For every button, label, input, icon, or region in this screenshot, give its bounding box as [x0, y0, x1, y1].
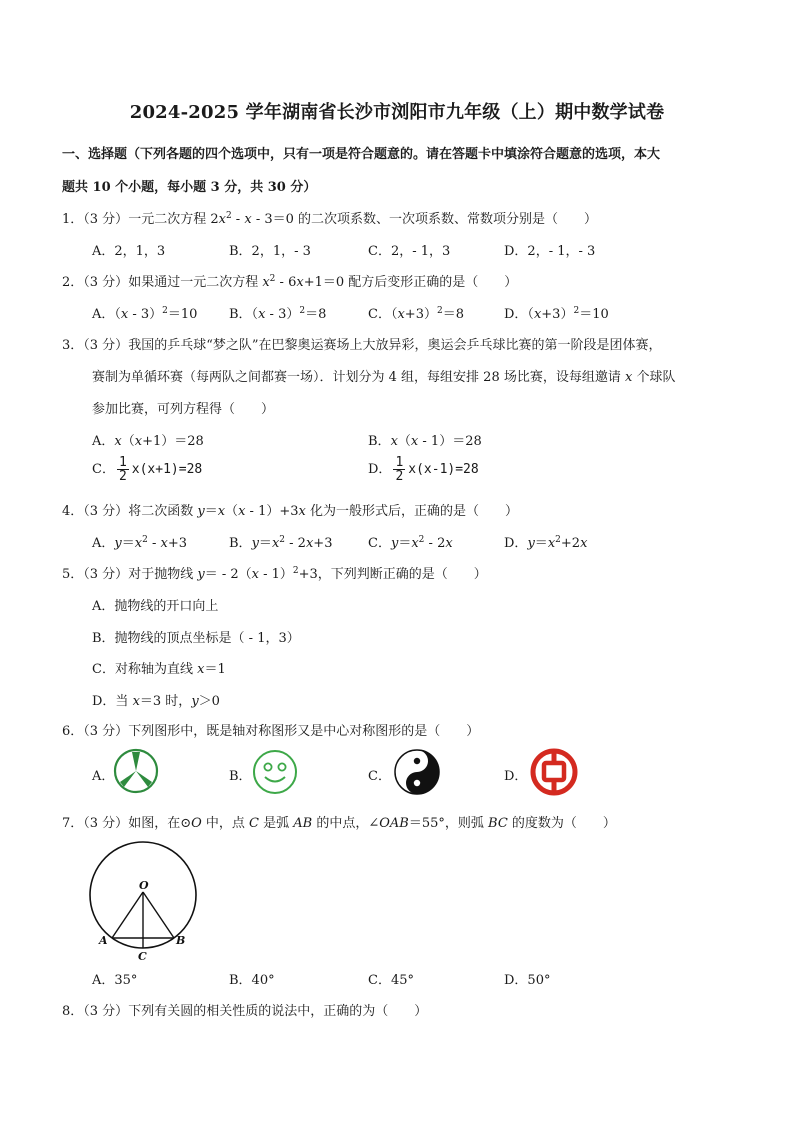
- q4-option-c: [368, 532, 453, 551]
- q1-var: x: [218, 212, 226, 227]
- question-number: 7．: [62, 816, 84, 831]
- opt-text: ＝1: [204, 662, 226, 677]
- section-header-line2: 题共 10 个小题，每小题 3 分，共 30 分）: [62, 180, 317, 195]
- q7-text: ＝55°，则弧: [408, 816, 489, 831]
- q1-option-c: C．2，- 1，3: [368, 244, 451, 259]
- opt-label: B．: [229, 536, 252, 551]
- q4-text: ＝: [204, 504, 218, 519]
- question-number: 5．: [62, 567, 84, 582]
- opt-var: y: [390, 536, 399, 551]
- question-7: [62, 812, 616, 831]
- q7-text: 是弧: [258, 816, 294, 831]
- q2-sup: 2: [269, 274, 276, 284]
- fraction: [393, 456, 405, 483]
- question-score: （3 分）: [83, 504, 129, 519]
- opt-var: x: [160, 536, 168, 551]
- opt-text: +3: [167, 536, 188, 551]
- question-score: （3 分）: [83, 1004, 129, 1019]
- question-8: [62, 1000, 427, 1019]
- opt-var: x: [410, 434, 419, 449]
- question-6: [62, 720, 479, 739]
- q4-text: （: [225, 504, 239, 519]
- q5-text: - 1）: [258, 567, 293, 582]
- question-4: [62, 500, 518, 519]
- opt-text: ＝10: [579, 307, 609, 322]
- opt-sup: 2: [142, 535, 148, 545]
- q6-option-a-label: A．: [92, 769, 115, 784]
- opt-var: x: [305, 536, 314, 551]
- opt-sup: 2: [555, 535, 561, 545]
- question-1: [62, 208, 597, 227]
- q5-option-c: [92, 658, 226, 677]
- opt-var: x: [547, 536, 556, 551]
- opt-sup: 2: [162, 306, 168, 316]
- opt-sup: 2: [299, 306, 306, 316]
- opt-sup: 2: [436, 306, 443, 316]
- opt-text: +1）＝28: [142, 434, 204, 449]
- q2-option-c: [368, 303, 464, 322]
- opt-var: x: [411, 536, 419, 551]
- opt-text: ＝: [534, 536, 548, 551]
- question-number: 2．: [62, 275, 84, 290]
- opt-text: B．（: [229, 307, 259, 322]
- opt-label: A．: [92, 536, 115, 551]
- q7-var: C: [249, 816, 259, 831]
- opt-text: C．对称轴为直线: [92, 662, 198, 677]
- opt-var: x: [271, 536, 280, 551]
- opt-text: D．（: [504, 307, 534, 322]
- q6-option-b-label: B．: [229, 769, 252, 784]
- opt-text: A．（: [92, 307, 121, 322]
- label-b: B: [176, 934, 186, 947]
- q2-option-b: [229, 303, 326, 322]
- smiley-face-icon: [251, 748, 299, 796]
- q7-var: AB: [293, 816, 313, 831]
- fraction-denominator: 2: [395, 469, 404, 484]
- q5-var: y: [197, 567, 205, 582]
- label-o: O: [139, 879, 149, 892]
- bank-of-china-logo-icon: [528, 746, 580, 798]
- opt-text: ＝: [398, 536, 412, 551]
- question-number: 6．: [62, 724, 84, 739]
- q4-text: - 1）+3: [245, 504, 299, 519]
- opt-var: x: [197, 662, 205, 677]
- opt-var: x: [533, 307, 542, 322]
- opt-text: +3: [313, 536, 333, 551]
- q5-text: ＝ - 2（: [204, 567, 252, 582]
- opt-var: x: [132, 694, 140, 709]
- opt-var: x: [134, 434, 143, 449]
- q8-text: 下列有关圆的相关性质的说法中，正确的为（ ）: [128, 1004, 428, 1019]
- q3-text: 赛制为单循环赛（每两队之间都赛一场）．计划分为 4 组，每组安排 28 场比赛，设每组邀请: [92, 370, 625, 385]
- q7-text: 如图，在⊙: [128, 816, 192, 831]
- q7-option-b: B．40°: [229, 973, 275, 988]
- question-5: [62, 563, 487, 582]
- opt-text: - 1）＝28: [418, 434, 482, 449]
- question-score: （3 分）: [83, 816, 129, 831]
- question-3: [62, 334, 661, 353]
- question-3-line3: 参加比赛，可列方程得（ ）: [92, 402, 275, 417]
- fraction-numerator: 1: [118, 455, 127, 470]
- q4-var: x: [298, 504, 306, 519]
- opt-text: - 3）: [265, 307, 300, 322]
- question-2: [62, 271, 517, 290]
- opt-text: ＝8: [305, 307, 327, 322]
- q2-var: x: [296, 275, 304, 290]
- yin-yang-icon: [392, 747, 442, 797]
- q3-var: x: [624, 370, 633, 385]
- q1-var: x: [244, 212, 252, 227]
- question-score: （3 分）: [83, 567, 129, 582]
- opt-text: （: [121, 434, 135, 449]
- opt-text: ＝8: [442, 307, 464, 322]
- q7-var: OAB: [379, 816, 409, 831]
- q6-text: 下列图形中，既是轴对称图形又是中心对称图形的是（ ）: [128, 724, 480, 739]
- q7-var: BC: [488, 816, 508, 831]
- opt-text: +3）: [404, 307, 437, 322]
- q4-var: y: [197, 504, 205, 519]
- opt-var: x: [397, 307, 405, 322]
- question-score: （3 分）: [83, 724, 129, 739]
- q3-option-d: [368, 456, 479, 483]
- fraction-numerator: 1: [395, 455, 404, 470]
- q7-text: 的度数为（ ）: [507, 816, 616, 831]
- q1-text: -: [231, 212, 245, 227]
- opt-var: x: [390, 434, 398, 449]
- page-title: 2024-2025 学年湖南省长沙市浏阳市九年级（上）期中数学试卷: [129, 102, 665, 123]
- q2-option-a: [92, 303, 197, 322]
- opt-text: - 3）: [128, 307, 163, 322]
- opt-text: （: [397, 434, 411, 449]
- opt-text: ＝3 时，: [139, 694, 192, 709]
- q5-text: +3，下列判断正确的是（ ）: [298, 567, 487, 582]
- opt-expression: x(x+1)=28: [131, 462, 203, 477]
- opt-text: ＞0: [198, 694, 220, 709]
- opt-var: y: [527, 536, 535, 551]
- q1-option-b: B．2，1，- 3: [229, 244, 311, 259]
- opt-sup: 2: [279, 535, 286, 545]
- q5-var: x: [251, 567, 259, 582]
- q2-text: - 6: [275, 275, 297, 290]
- opt-expression: x(x-1)=28: [408, 462, 479, 477]
- question-number: 1．: [62, 212, 84, 227]
- q5-option-b: B．抛物线的顶点坐标是（ - 1，3）: [92, 631, 300, 646]
- opt-text: - 2: [424, 536, 446, 551]
- q3-option-c: [92, 456, 202, 483]
- q4-text: 将二次函数: [128, 504, 198, 519]
- q4-option-d: [504, 532, 587, 551]
- opt-label: C．: [92, 462, 115, 477]
- opt-var: x: [445, 536, 453, 551]
- question-number: 3．: [62, 338, 84, 353]
- opt-text: C．（: [368, 307, 398, 322]
- q3-text: 个球队: [632, 370, 676, 385]
- q6-option-d-label: D．: [504, 769, 528, 784]
- fraction: [117, 456, 129, 483]
- opt-sup: 2: [573, 306, 580, 316]
- q7-text: 的中点，∠: [312, 816, 380, 831]
- q1-text: - 3＝0 的二次项系数、一次项系数、常数项分别是（ ）: [251, 212, 598, 227]
- q7-option-c: C．45°: [368, 973, 414, 988]
- opt-var: y: [114, 536, 122, 551]
- q5-option-a: A．抛物线的开口向上: [92, 599, 219, 614]
- label-c: C: [138, 950, 147, 963]
- q3-option-b: [368, 430, 482, 449]
- opt-var: x: [114, 434, 122, 449]
- q4-text: 化为一般形式后，正确的是（ ）: [305, 504, 518, 519]
- q2-text: 如果通过一元二次方程: [128, 275, 263, 290]
- opt-var: y: [191, 694, 199, 709]
- opt-text: A．: [92, 434, 115, 449]
- q4-option-b: [229, 532, 332, 551]
- opt-label: C．: [368, 536, 391, 551]
- q1-text: 一元二次方程 2: [128, 212, 219, 227]
- opt-text: +2: [560, 536, 581, 551]
- opt-var: y: [251, 536, 259, 551]
- q7-option-d: D．50°: [504, 973, 551, 988]
- q4-option-a: [92, 532, 187, 551]
- q2-option-d: [504, 303, 609, 322]
- opt-var: x: [120, 307, 129, 322]
- opt-label: D．: [368, 462, 392, 477]
- opt-label: D．: [504, 536, 528, 551]
- question-score: （3 分）: [83, 275, 129, 290]
- opt-var: x: [580, 536, 588, 551]
- q7-option-a: A．35°: [92, 973, 138, 988]
- q5-sup: 2: [292, 566, 299, 576]
- opt-var: x: [134, 536, 143, 551]
- question-number: 8．: [62, 1004, 84, 1019]
- q1-sup: 2: [225, 211, 232, 221]
- q3-option-a: [92, 430, 204, 449]
- q5-text: 对于抛物线: [128, 567, 198, 582]
- q4-var: x: [238, 504, 246, 519]
- tri-blade-star-icon: [112, 747, 160, 795]
- q6-option-c-label: C．: [368, 769, 391, 784]
- section-header-line1: 一、选择题（下列各题的四个选项中，只有一项是符合题意的。请在答题卡中填涂符合题意的选项，本大: [62, 147, 661, 162]
- q5-option-d: [92, 690, 220, 709]
- q3-text: 我国的乒乓球“梦之队”在巴黎奥运赛场上大放异彩，奥运会乒乓球比赛的第一阶段是团体赛，: [128, 338, 662, 353]
- opt-sup: 2: [418, 535, 425, 545]
- question-score: （3 分）: [83, 338, 129, 353]
- q1-option-d: D．2，- 1，- 3: [504, 244, 596, 259]
- circle-geometry-figure: [88, 834, 208, 964]
- q7-var: O: [191, 816, 202, 831]
- q7-text: 中，点: [201, 816, 250, 831]
- q2-text: +1＝0 配方后变形正确的是（ ）: [303, 275, 518, 290]
- q4-var: x: [217, 504, 226, 519]
- opt-text: ＝10: [167, 307, 198, 322]
- opt-text: ＝: [121, 536, 135, 551]
- question-3-line2: [92, 366, 675, 385]
- opt-var: x: [258, 307, 266, 322]
- q1-option-a: A．2，1，3: [92, 244, 166, 259]
- opt-text: - 2: [285, 536, 306, 551]
- question-number: 4．: [62, 504, 84, 519]
- opt-text: ＝: [258, 536, 272, 551]
- question-score: （3 分）: [83, 212, 129, 227]
- opt-text: +3）: [541, 307, 574, 322]
- fraction-denominator: 2: [118, 469, 127, 484]
- opt-text: D．当: [92, 694, 133, 709]
- opt-text: B．: [368, 434, 391, 449]
- q2-var: x: [262, 275, 270, 290]
- label-a: A: [99, 934, 108, 947]
- opt-text: -: [147, 536, 161, 551]
